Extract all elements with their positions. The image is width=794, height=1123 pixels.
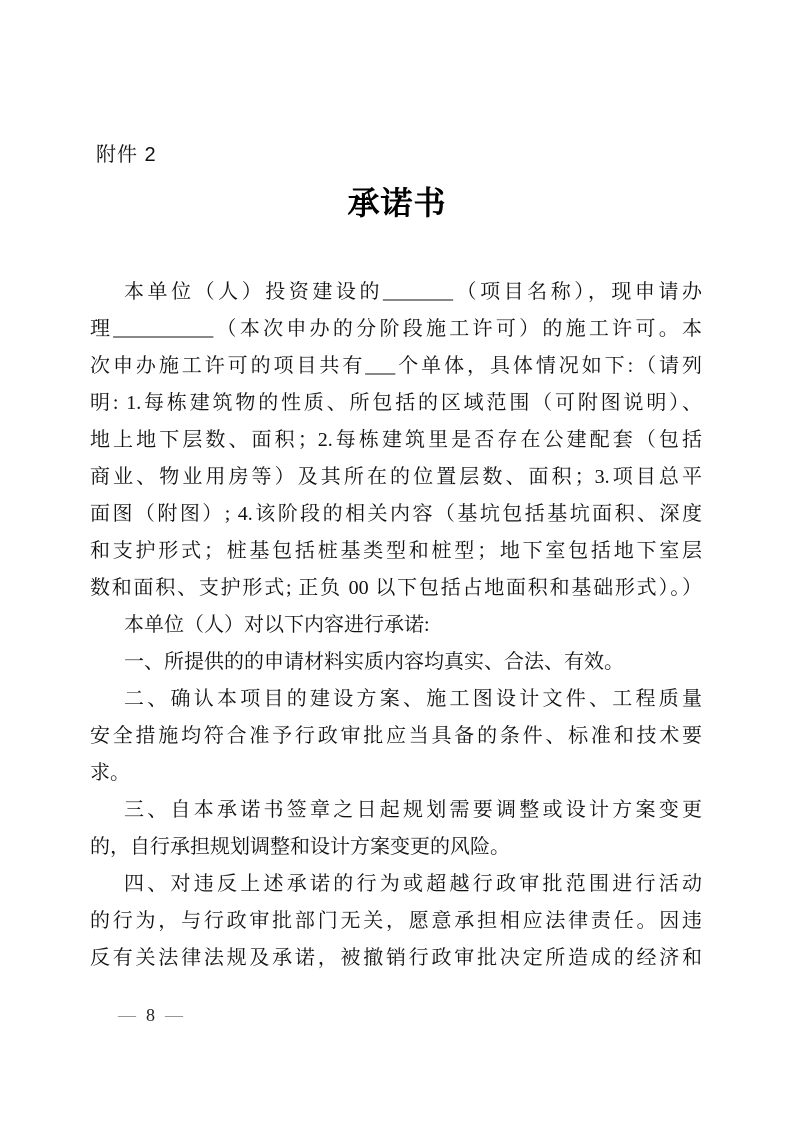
document-body — [90, 274, 702, 977]
page-number: 8 — [146, 1005, 155, 1025]
body-line: 地上地下层数、面积；2.每栋建筑里是否存在公建配套（包括 — [90, 429, 702, 451]
attachment-label: 附件 2 — [96, 144, 157, 166]
body-line: 数和面积、支护形式; 正负 00 以下包括占地面积和基础形式）。） — [90, 577, 702, 599]
body-line: 理__________（本次申办的分阶段施工许可）的施工许可。本 — [90, 318, 702, 340]
body-line: 反有关法律法规及承诺，被撤销行政审批决定所造成的经济和 — [90, 947, 702, 969]
body-line: 四、对违反上述承诺的行为或超越行政审批范围进行活动 — [124, 873, 702, 895]
footer-dash-right: — — [165, 1005, 183, 1025]
body-line: 安全措施均符合准予行政审批应当具备的条件、标准和技术要 — [90, 725, 702, 747]
body-line: 求。 — [90, 762, 130, 784]
page-footer — [118, 1003, 183, 1027]
body-line: 次申办施工许可的项目共有___个单体，具体情况如下:（请列 — [90, 355, 702, 377]
footer-dash-left: — — [118, 1005, 136, 1025]
body-line: 的，自行承担规划调整和设计方案变更的风险。 — [90, 836, 510, 858]
body-line: 商业、物业用房等）及其所在的位置层数、面积；3.项目总平 — [90, 466, 702, 488]
body-line: 本单位（人）投资建设的_______（项目名称），现申请办 — [124, 281, 702, 303]
body-line: 二、确认本项目的建设方案、施工图设计文件、工程质量 — [124, 688, 702, 710]
body-line: 面图（附图）; 4.该阶段的相关内容（基坑包括基坑面积、深度 — [90, 503, 702, 525]
body-line: 和支护形式；桩基包括桩基类型和桩型；地下室包括地下室层 — [90, 540, 702, 562]
body-line: 的行为，与行政审批部门无关，愿意承担相应法律责任。因违 — [90, 910, 702, 932]
body-line: 本单位（人）对以下内容进行承诺: — [124, 614, 430, 636]
body-line: 明: 1.每栋建筑物的性质、所包括的区域范围（可附图说明）、 — [90, 392, 702, 414]
body-line: 三、自本承诺书签章之日起规划需要调整或设计方案变更 — [124, 799, 702, 821]
document-title: 承诺书 — [347, 185, 447, 221]
body-line: 一、所提供的的申请材料实质内容均真实、合法、有效。 — [124, 651, 624, 673]
